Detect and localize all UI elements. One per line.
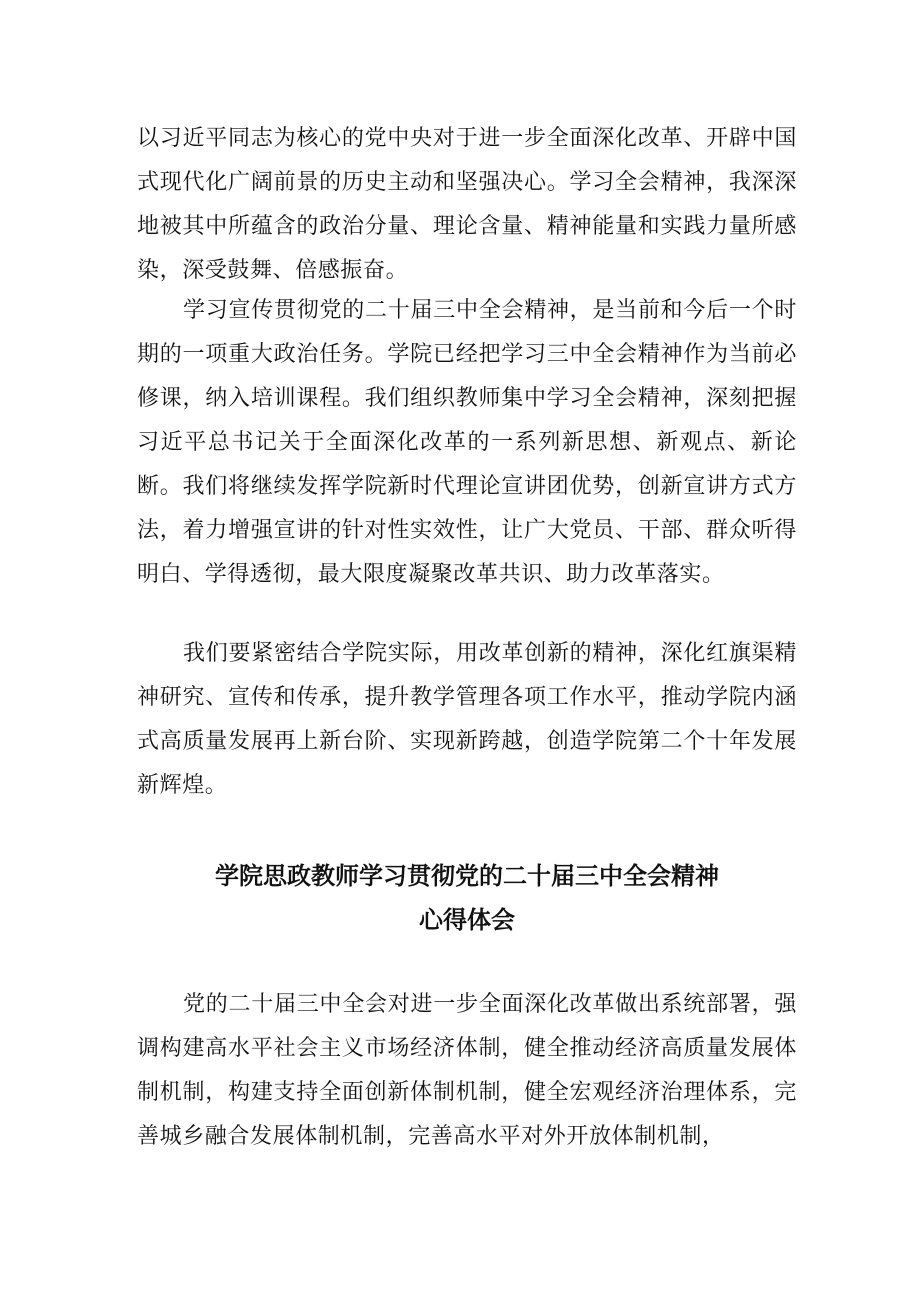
section-title: 学院思政教师学习贯彻党的二十届三中全会精神心得体会 <box>215 862 719 934</box>
paragraph-college-practice: 我们要紧密结合学院实际，用改革创新的精神，深化红旗渠精神研究、宣传和传承，提升教学管理各项工作水平，推动学院内涵式高质量发展再上新台阶、实现新跨越，创造学院第二个十年发展新辉煌。 <box>137 641 797 798</box>
paragraph-study-propaganda: 学习宣传贯彻党的二十届三中全会精神，是当前和今后一个时期的一项重大政治任务。学院已经把学习三中全会精神作为当前必修课，纳入培训课程。我们组织教师集中学习全会精神，深刻把握习近平总书记关于全面深化改革的一系列新思想、新观点、新论断。我们将继续发挥学院新时代理论宣讲团优势，创新宣讲方式方法，着力增强宣讲的针对性实效性，让广大党员、干部、群众听得明白、学得透彻，最大限度凝聚改革共识、助力改革落实。 <box>137 298 797 587</box>
paragraph-section-intro: 党的二十届三中全会对进一步全面深化改革做出系统部署，强调构建高水平社会主义市场经济体制，健全推动经济高质量发展体制机制，构建支持全面创新体制机制，健全宏观经济治理体系，完善城乡融合发展体制机制，完善高水平对外开放体制机制， <box>137 992 797 1149</box>
paragraph-continued: 以习近平同志为核心的党中央对于进一步全面深化改革、开辟中国式现代化广阔前景的历史主动和坚强决心。学习全会精神，我深深地被其中所蕴含的政治分量、理论含量、精神能量和实践力量所感染，深受鼓舞、倍感振奋。 <box>137 126 797 283</box>
